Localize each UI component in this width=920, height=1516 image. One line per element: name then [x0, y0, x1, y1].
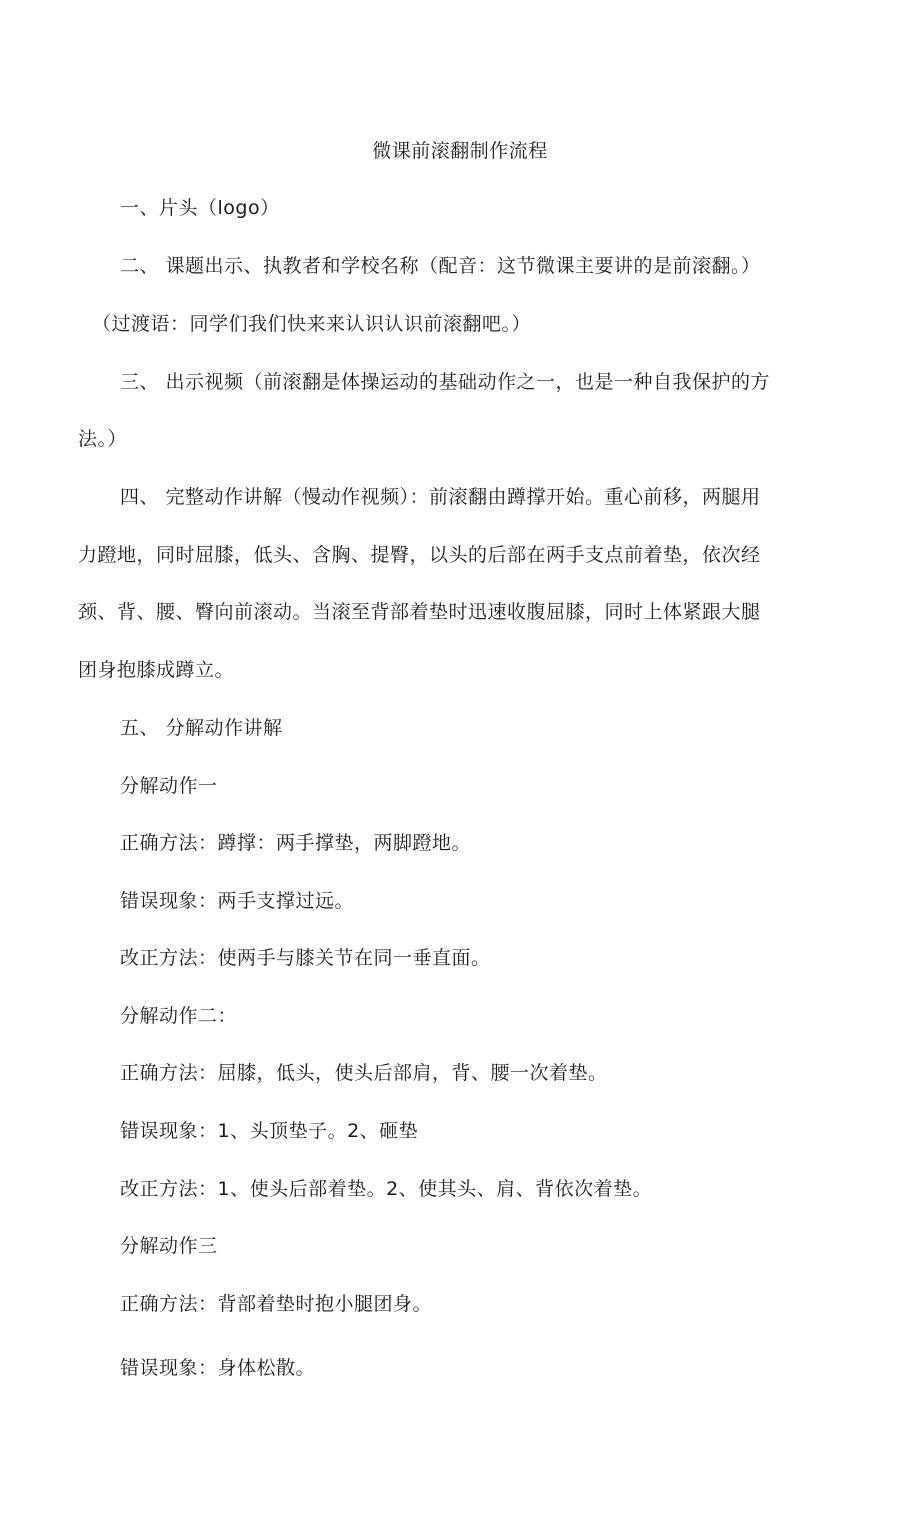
section-three-video: 三、 出示视频（前滚翻是体操运动的基础动作之一，也是一种自我保护的方	[120, 371, 771, 393]
step-two-correct: 正确方法：屈膝，低头，使头后部肩，背、腰一次着垫。	[120, 1062, 608, 1084]
step-one-heading: 分解动作一	[120, 775, 218, 797]
section-one-logo: 一、片头（logo）	[120, 197, 280, 219]
transition-line: （过渡语：同学们我们快来来认识认识前滚翻吧。）	[92, 313, 532, 335]
page-title: 微课前滚翻制作流程	[372, 140, 548, 162]
section-four-line-2: 力蹬地，同时屈膝，低头、含胸、提臀，以头的后部在两手支点前着垫，依次经	[78, 544, 761, 566]
step-two-error: 错误现象：1、头顶垫子。2、砸垫	[120, 1120, 419, 1142]
step-one-correct: 正确方法：蹲撑：两手撑垫，两脚蹬地。	[120, 832, 472, 854]
step-two-heading: 分解动作二：	[120, 1005, 238, 1027]
section-four-line-3: 颈、背、腰、臀向前滚动。当滚至背部着垫时迅速收腹屈膝，同时上体紧跟大腿	[78, 601, 761, 623]
step-one-fix: 改正方法：使两手与膝关节在同一垂直面。	[120, 947, 491, 969]
section-four-line-4: 团身抱膝成蹲立。	[78, 659, 235, 681]
step-two-fix: 改正方法：1、使头后部着垫。2、使其头、肩、背依次着垫。	[120, 1178, 653, 1200]
step-one-error: 错误现象：两手支撑过远。	[120, 890, 355, 912]
section-five-heading: 五、 分解动作讲解	[120, 717, 283, 739]
section-three-continued: 法。）	[78, 428, 128, 450]
section-four-full-action: 四、 完整动作讲解（慢动作视频）：前滚翻由蹲撑开始。重心前移，两腿用	[120, 486, 761, 508]
step-three-correct: 正确方法：背部着垫时抱小腿团身。	[120, 1293, 433, 1315]
section-two-topic: 二、 课题出示、执教者和学校名称（配音：这节微课主要讲的是前滚翻。）	[120, 255, 761, 277]
step-three-heading: 分解动作三	[120, 1235, 218, 1257]
step-three-error: 错误现象：身体松散。	[120, 1357, 316, 1379]
